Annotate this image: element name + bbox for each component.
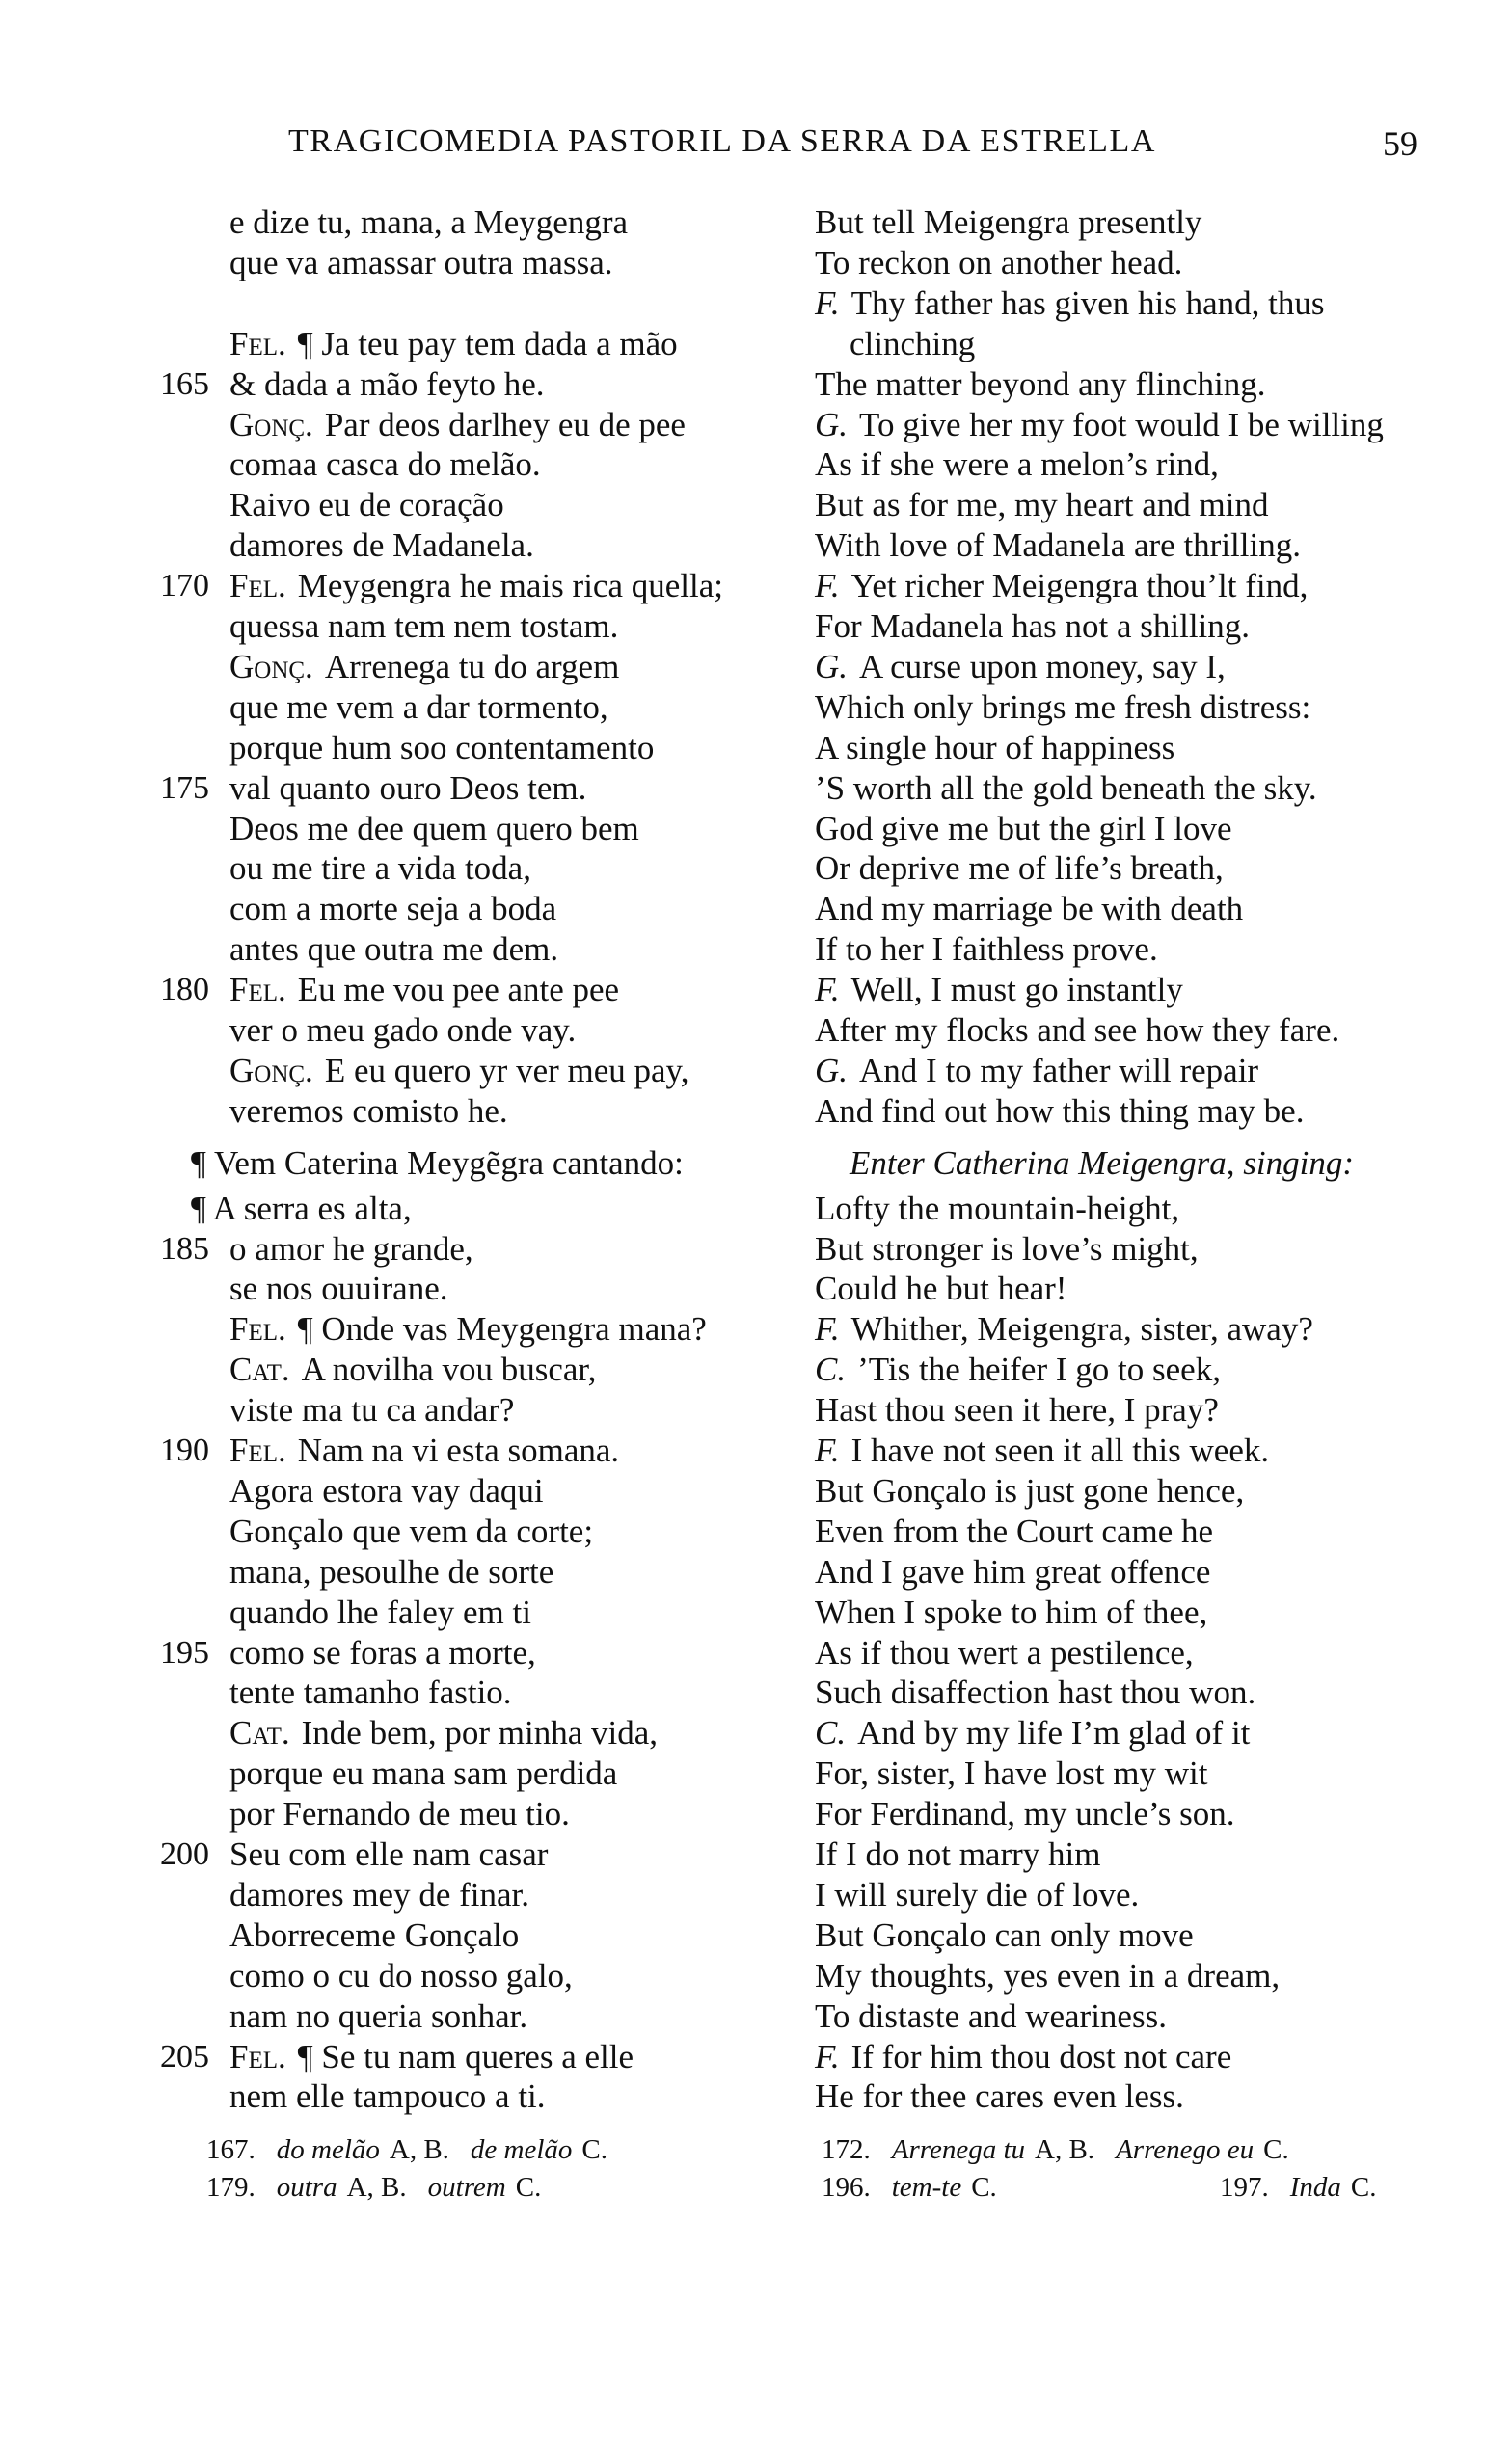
portuguese-line <box>229 1229 473 1270</box>
english-line <box>815 1633 1194 1674</box>
line-text: A single hour of happiness <box>815 728 1175 766</box>
line-text: se nos ouuirane. <box>229 1270 448 1308</box>
english-line <box>815 2037 1231 2077</box>
english-line <box>815 1552 1210 1593</box>
footnote <box>822 2172 1018 2204</box>
speaker-label: Gonç. <box>229 647 313 685</box>
line-text: Eu me vou pee ante pee <box>297 971 620 1009</box>
english-line <box>815 728 1174 768</box>
line-text: For Ferdinand, my uncle’s son. <box>815 1795 1235 1834</box>
portuguese-line <box>229 970 619 1010</box>
speaker-label: G. <box>815 405 849 443</box>
variant-reading: Inda <box>1289 2172 1341 2203</box>
english-line <box>815 1673 1255 1713</box>
line-text: To reckon on another head. <box>815 243 1183 281</box>
portuguese-line <box>229 485 504 525</box>
line-text: Gonçalo que vem da corte; <box>229 1512 594 1550</box>
speaker-label: F. <box>815 567 840 605</box>
source-siglum: C. <box>581 2134 608 2165</box>
portuguese-line <box>229 1269 447 1309</box>
line-number: 195 <box>160 1634 209 1671</box>
portuguese-line <box>229 848 531 889</box>
speaker-label: G. <box>815 1051 849 1089</box>
line-text: But stronger is love’s might, <box>815 1229 1199 1268</box>
line-text: por Fernando de meu tio. <box>229 1795 570 1834</box>
line-text: mana, pesoulhe de sorte <box>229 1552 554 1591</box>
english-line <box>815 1794 1235 1835</box>
portuguese-line <box>229 1431 619 1471</box>
portuguese-line <box>229 1956 573 1996</box>
line-text: ¶ A serra es alta, <box>191 1189 412 1227</box>
line-text: damores mey de finar. <box>229 1875 530 1914</box>
line-text: Which only brings me fresh distress: <box>815 687 1311 726</box>
line-text: nem elle tampouco a ti. <box>229 2077 546 2116</box>
portuguese-line <box>229 525 534 566</box>
speaker-label: Fel. <box>229 1310 286 1349</box>
line-text: Raivo eu de coração <box>229 486 504 524</box>
english-line <box>815 1010 1339 1051</box>
line-text: ’S worth all the gold beneath the sky. <box>815 768 1317 807</box>
line-text: A novilha vou buscar, <box>301 1351 597 1389</box>
portuguese-line <box>229 929 558 970</box>
line-text: To give her my foot would I be willing <box>859 405 1384 443</box>
line-number: 185 <box>160 1230 209 1267</box>
portuguese-line <box>229 1633 536 1674</box>
source-siglum: A, B. <box>346 2172 407 2203</box>
portuguese-line <box>229 728 654 768</box>
variant-reading: outra <box>276 2172 337 2203</box>
portuguese-line <box>229 1794 570 1835</box>
portuguese-line <box>229 444 541 485</box>
speaker-label: C. <box>815 1714 847 1753</box>
line-text: But Gonçalo can only move <box>815 1915 1194 1954</box>
footnote-number: 196. <box>822 2172 871 2203</box>
english-line <box>815 1835 1100 1875</box>
english-line <box>815 889 1243 929</box>
source-siglum: A, B. <box>389 2134 449 2165</box>
running-title: TRAGICOMEDIA PASTORIL DA SERRA DA ESTRELLA <box>288 123 1156 159</box>
line-number: 165 <box>160 365 209 402</box>
portuguese-line <box>229 1309 707 1350</box>
line-text: Agora estora vay daqui <box>229 1471 544 1510</box>
line-text: E eu quero yr ver meu pay, <box>324 1051 689 1089</box>
portuguese-line <box>229 647 619 687</box>
english-line <box>815 1996 1167 2037</box>
speaker-label: Gonç. <box>229 1051 313 1089</box>
portuguese-line <box>229 1512 593 1552</box>
line-text: ou me tire a vida toda, <box>229 849 531 888</box>
english-line <box>815 1350 1221 1390</box>
line-text: ver o meu gado onde vay. <box>229 1011 577 1049</box>
footnote-number: 179. <box>206 2172 256 2203</box>
portuguese-line <box>229 1552 553 1593</box>
english-line <box>815 485 1268 525</box>
speaker-label: Fel. <box>229 2037 286 2076</box>
line-text: Such disaffection hast thou won. <box>815 1674 1256 1712</box>
line-text: For Madanela has not a shilling. <box>815 607 1251 645</box>
portuguese-line <box>229 1754 617 1794</box>
line-text: And I to my father will repair <box>859 1051 1259 1089</box>
line-text: o amor he grande, <box>229 1229 473 1268</box>
line-text: Or deprive me of life’s breath, <box>815 849 1224 888</box>
footnote <box>1220 2172 1398 2204</box>
line-text: He for thee cares even less. <box>815 2077 1184 2116</box>
english-line <box>815 405 1384 445</box>
english-line <box>815 1229 1199 1270</box>
english-line <box>815 1713 1250 1754</box>
speaker-label: F. <box>815 2037 840 2076</box>
line-text: For, sister, I have lost my wit <box>815 1754 1208 1793</box>
line-text: If to her I faithless prove. <box>815 930 1158 969</box>
portuguese-line <box>229 405 686 445</box>
english-line <box>815 1593 1207 1633</box>
line-text: I have not seen it all this week. <box>850 1432 1270 1469</box>
portuguese-line <box>229 1593 531 1633</box>
line-text: Whither, Meigengra, sister, away? <box>850 1310 1313 1349</box>
line-number: 200 <box>160 1836 209 1872</box>
footnote <box>206 2172 541 2204</box>
line-text: Lofty the mountain-height, <box>815 1189 1180 1227</box>
english-line <box>815 1915 1194 1956</box>
portuguese-line <box>229 687 608 728</box>
line-text: If for him thou dost not care <box>850 2037 1232 2076</box>
line-text: With love of Madanela are thrilling. <box>815 526 1301 565</box>
english-line <box>815 929 1158 970</box>
portuguese-line <box>229 1996 527 2037</box>
speaker-label: F. <box>815 971 840 1009</box>
portuguese-line <box>229 364 545 405</box>
english-line <box>815 1309 1313 1350</box>
english-line <box>815 1431 1269 1471</box>
speaker-label: Fel. <box>229 324 286 362</box>
line-text: Deos me dee quem quero bem <box>229 809 639 847</box>
line-text: ¶ Ja teu pay tem dada a mão <box>297 324 678 362</box>
line-text: antes que outra me dem. <box>229 930 559 969</box>
speaker-label: Gonç. <box>229 405 313 443</box>
line-text: Thy father has given his hand, thus <box>850 283 1325 322</box>
line-text: porque hum soo contentamento <box>229 728 655 766</box>
english-line <box>815 202 1201 243</box>
portuguese-line <box>229 324 678 364</box>
portuguese-line <box>229 1390 514 1431</box>
line-number: 175 <box>160 769 209 806</box>
portuguese-line <box>229 1091 508 1132</box>
line-text: Could he but hear! <box>815 1270 1067 1308</box>
english-line <box>815 364 1266 405</box>
portuguese-line <box>229 889 556 929</box>
line-text: como o cu do nosso galo, <box>229 1956 573 1995</box>
speaker-label: F. <box>815 283 840 322</box>
line-text: But as for me, my heart and mind <box>815 486 1269 524</box>
source-siglum: A, B. <box>1035 2134 1095 2165</box>
portuguese-line <box>229 768 586 809</box>
line-text: ¶ Onde vas Meygengra mana? <box>297 1310 707 1349</box>
speaker-label: Cat. <box>229 1714 290 1753</box>
english-line <box>815 768 1317 809</box>
english-line <box>815 243 1182 283</box>
line-text: nam no queria sonhar. <box>229 1996 528 2035</box>
portuguese-line <box>229 1713 658 1754</box>
line-text: que va amassar outra massa. <box>229 243 613 281</box>
portuguese-line <box>229 1010 576 1051</box>
english-line <box>815 444 1219 485</box>
line-text: ¶ Vem Caterina Meygẽgra cantando: <box>191 1143 684 1182</box>
portuguese-line <box>229 2037 634 2077</box>
speaker-label: Fel. <box>229 971 286 1009</box>
portuguese-line <box>229 1350 596 1390</box>
line-text: val quanto ouro Deos tem. <box>229 768 587 807</box>
line-text: Yet richer Meigengra thou’lt find, <box>850 567 1309 605</box>
english-line <box>815 324 975 364</box>
line-text: Even from the Court came he <box>815 1512 1214 1550</box>
line-text: ’Tis the heifer I go to seek, <box>857 1351 1221 1389</box>
english-line <box>815 848 1224 889</box>
line-text: And by my life I’m glad of it <box>857 1714 1251 1753</box>
speaker-label: Fel. <box>229 1432 286 1469</box>
speaker-label: F. <box>815 1432 840 1469</box>
line-text: e dize tu, mana, a Meygengra <box>229 203 629 241</box>
english-line <box>815 1754 1207 1794</box>
variant-reading: Arrenego eu <box>1116 2134 1255 2165</box>
line-text: Nam na vi esta somana. <box>297 1432 620 1469</box>
english-line <box>815 1956 1280 1996</box>
line-text: Seu com elle nam casar <box>229 1835 549 1873</box>
portuguese-line <box>229 606 618 647</box>
speaker-label: C. <box>815 1351 847 1389</box>
line-text: God give me but the girl I love <box>815 809 1232 847</box>
line-text: Arrenega tu do argem <box>324 647 620 685</box>
footnote-number: 197. <box>1220 2172 1269 2203</box>
line-text: & dada a mão feyto he. <box>229 364 545 403</box>
line-number: 190 <box>160 1433 209 1468</box>
english-line <box>815 1512 1213 1552</box>
line-text: como se foras a morte, <box>229 1633 536 1672</box>
english-line <box>815 687 1310 728</box>
line-text: When I spoke to him of thee, <box>815 1593 1208 1631</box>
source-siglum: C. <box>515 2172 542 2203</box>
line-text: quando lhe faley em ti <box>229 1593 531 1631</box>
portuguese-line <box>229 809 639 849</box>
line-text: viste ma tu ca andar? <box>229 1391 515 1430</box>
portuguese-line <box>229 243 613 283</box>
portuguese-line <box>229 566 723 606</box>
line-text: A curse upon money, say I, <box>859 647 1226 685</box>
source-siglum: C. <box>1350 2172 1377 2203</box>
line-text: Inde bem, por minha vida, <box>301 1714 659 1753</box>
speaker-label: F. <box>815 1310 840 1349</box>
portuguese-line <box>191 1189 412 1229</box>
speaker-label: Cat. <box>229 1351 290 1389</box>
line-text: ¶ Se tu nam queres a elle <box>297 2037 634 2076</box>
variant-reading: tem-te <box>891 2172 962 2203</box>
line-text: I will surely die of love. <box>815 1875 1140 1914</box>
line-text: Enter Catherina Meigengra, singing: <box>850 1143 1355 1182</box>
line-text: veremos comisto he. <box>229 1091 508 1130</box>
source-siglum: C. <box>971 2172 997 2203</box>
line-text: Well, I must go instantly <box>850 971 1183 1009</box>
line-text: Hast thou seen it here, I pray? <box>815 1391 1219 1430</box>
footnote-number: 172. <box>822 2134 871 2165</box>
english-line <box>815 525 1301 566</box>
line-text: comaa casca do melão. <box>229 445 541 484</box>
line-text: damores de Madanela. <box>229 526 534 565</box>
line-text: Par deos darlhey eu de pee <box>324 405 686 443</box>
line-text: But tell Meigengra presently <box>815 203 1202 241</box>
english-line <box>815 1875 1139 1915</box>
portuguese-line <box>229 1875 529 1915</box>
line-text: My thoughts, yes even in a dream, <box>815 1956 1281 1995</box>
line-text: Meygengra he mais rica quella; <box>297 567 723 605</box>
english-line <box>815 1269 1066 1309</box>
portuguese-line <box>229 1673 512 1713</box>
english-line <box>815 1471 1244 1512</box>
english-line <box>815 283 1325 324</box>
line-text: porque eu mana sam perdida <box>229 1754 618 1793</box>
portuguese-line <box>229 1835 548 1875</box>
english-line <box>815 2076 1184 2117</box>
line-text: And my marriage be with death <box>815 890 1244 928</box>
speaker-label: Fel. <box>229 567 286 605</box>
variant-reading: do melão <box>276 2134 380 2165</box>
portuguese-line <box>229 1051 689 1091</box>
variant-reading: de melão <box>470 2134 573 2165</box>
line-text: After my flocks and see how they fare. <box>815 1011 1340 1049</box>
line-text: que me vem a dar tormento, <box>229 687 608 726</box>
line-text: But Gonçalo is just gone hence, <box>815 1471 1245 1510</box>
line-text: And find out how this thing may be. <box>815 1091 1305 1130</box>
page-number: 59 <box>1383 124 1417 163</box>
footnote <box>206 2134 607 2166</box>
portuguese-line <box>229 1471 544 1512</box>
english-line <box>815 1091 1304 1132</box>
line-text: As if she were a melon’s rind, <box>815 445 1219 484</box>
footnote <box>822 2134 1289 2166</box>
line-number: 180 <box>160 972 209 1008</box>
portuguese-line <box>229 202 628 243</box>
english-line <box>815 809 1232 849</box>
footnote-number: 167. <box>206 2134 256 2165</box>
line-text: quessa nam tem nem tostam. <box>229 607 619 645</box>
variant-reading: Arrenega tu <box>891 2134 1026 2165</box>
line-text: Aborreceme Gonçalo <box>229 1915 520 1954</box>
line-text: To distaste and weariness. <box>815 1996 1167 2035</box>
line-number: 205 <box>160 2038 209 2075</box>
line-text: tente tamanho fastio. <box>229 1674 512 1712</box>
speaker-label: G. <box>815 647 849 685</box>
english-line <box>815 970 1183 1010</box>
line-text: As if thou wert a pestilence, <box>815 1633 1194 1672</box>
english-line <box>815 1189 1179 1229</box>
line-text: The matter beyond any flinching. <box>815 364 1266 403</box>
line-text: com a morte seja a boda <box>229 890 557 928</box>
line-number: 170 <box>160 568 209 604</box>
portuguese-line <box>229 1915 519 1956</box>
portuguese-line <box>191 1143 684 1184</box>
english-line <box>815 566 1308 606</box>
english-line <box>815 1051 1258 1091</box>
source-siglum: C. <box>1263 2134 1289 2165</box>
english-line <box>815 1143 1354 1184</box>
line-text: And I gave him great offence <box>815 1552 1211 1591</box>
line-text: If I do not marry him <box>815 1835 1101 1873</box>
english-line <box>815 1390 1219 1431</box>
line-text: clinching <box>850 324 976 362</box>
english-line <box>815 606 1250 647</box>
english-line <box>815 647 1226 687</box>
portuguese-line <box>229 2076 546 2117</box>
variant-reading: outrem <box>427 2172 506 2203</box>
